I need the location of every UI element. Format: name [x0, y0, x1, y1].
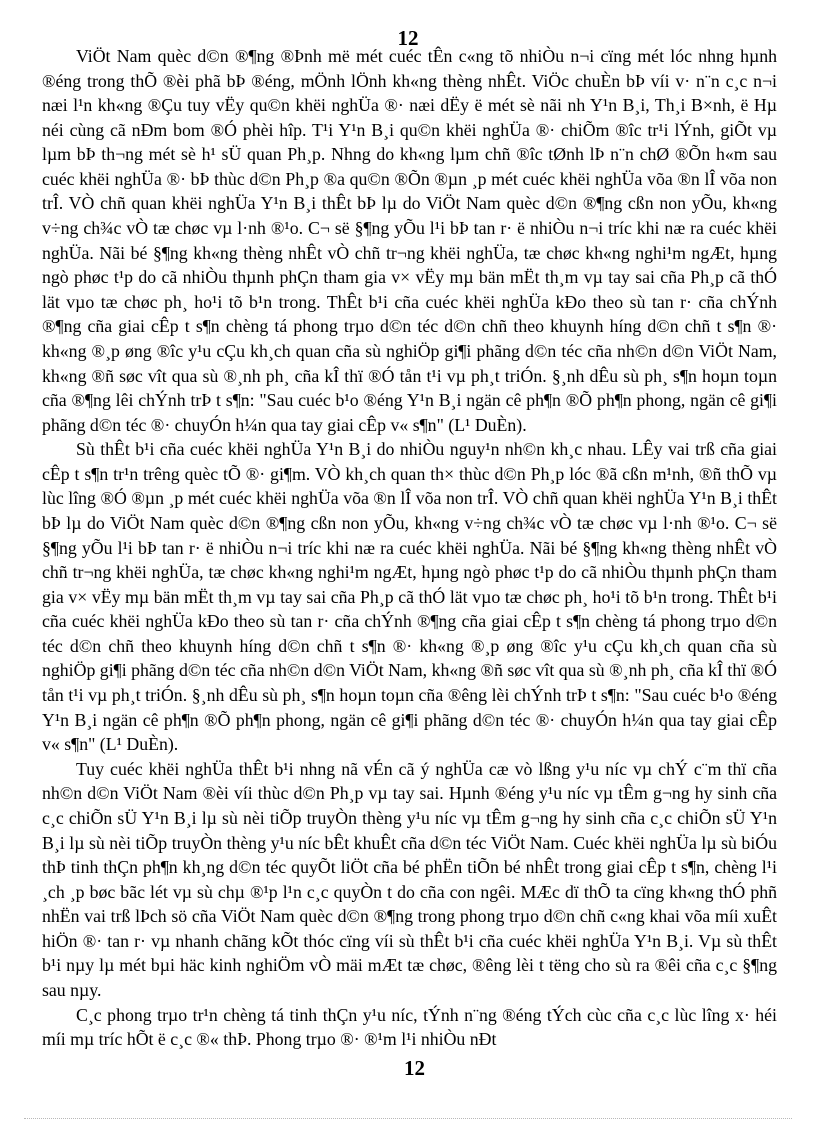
document-body	[42, 44, 777, 1052]
page-number-bottom: 12	[404, 1056, 425, 1080]
page-number-top: 12	[397, 26, 419, 50]
page-bottom-divider	[24, 1118, 792, 1119]
paragraph: Sù thÊt b¹i cña cuéc khëi nghÜa Y¹n B¸i do nhiÒu nguy¹n nh©n kh¸c nhau. LÊy vai trß cña giai cÊp t s¶n tr¹n trêng quèc tÕ ®· gi¶m. VÒ kh¸ch quan th× thùc d©n Ph¸p lóc ®ã cßn m¹nh, ®ñ thÕ vµ lùc lîng ®Ó ®µn ¸p mét cuéc khëi nghÜa võa ®n lÎ võa non trÎ. VÒ chñ quan khëi nghÜa Y¹n B¸i thÊt bÞ lµ do ViÖt Nam quèc d©n ®¶ng cßn non yÕu, kh«ng v÷ng ch¾c vÒ tæ chøc vµ l·nh ®¹o. C¬ së §¶ng yÕu l¹i bÞ tan r· ë nhiÒu n¬i tríc khi næ ra cuéc khëi nghÜa. Nãi bé §¶ng kh«ng thèng nhÊt vÒ chñ tr¬ng khëi nghÜa, tæ chøc kh«ng nghi¹m ngÆt, hµng ngò phøc t¹p do cã nhiÒu thµnh phÇn tham gia v× vËy mµ bän mËt th¸m vµ tay sai cña Ph¸p cã thÓ lät vµo tæ chøc ph¸ ho¹i tõ b¹n trong. ThÊt b¹i cña cuéc khëi nghÜa kÐo theo sù tan r· cña chÝnh ®¶ng cña giai cÊp t s¶n chèng tá phong trµo d©n téc d©n chñ theo khuynh híng d©n chñ t s¶n ®· kh«ng ®¸p øng ®îc y¹u cÇu kh¸ch quan cña sù nghiÖp gi¶i phãng d©n téc cña nh©n d©n ViÖt Nam, kh«ng ®ñ søc vît qua sù ®¸nh ph¸ cña kÎ thï ®Ó tån t¹i vµ ph¸t triÓn. §¸nh dÊu sù ph¸ s¶n hoµn toµn cña ®êng lèi chÝnh trÞ t s¶n: "Sau cuéc b¹o ®éng Y¹n B¸i ngän cê ph¶n ®Õ ph¶n phong, ngän cê gi¶i phãng d©n téc ®· chuyÓn h¼n qua tay giai cÊp v« s¶n" (L¹ DuÈn).	[42, 439, 777, 755]
paragraph: ViÖt Nam quèc d©n ®¶ng ®Þnh më mét cuéc tÊn c«ng tõ nhiÒu n¬i cïng mét lóc nhng hµnh ®éng trong thÕ ®èi phã bÞ ®éng, mÖnh lÖnh kh«ng thèng nhÊt. ViÖc chuÈn bÞ víi v· n¨n c¸c n¬i næi l¹n kh«ng ®Çu tuy vËy qu©n khëi nghÜa ®· næi dËy ë mét sè nãi nh Y¹n B¸i, Th¸i B×nh, ë Hµ néi cùng cã nÐm bom ®Ó phèi hîp. T¹i Y¹n B¸i qu©n khëi nghÜa ®· chiÕm ®îc tr¹i lÝnh, giÕt vµ lµm bÞ th¬ng mét sè h¹ sÜ quan Ph¸p. Nhng do kh«ng lµm chñ ®îc tØnh lÞ n¨n chØ ®Õn h«m sau cuéc khëi nghÜa ®· bÞ thùc d©n Ph¸p ®a qu©n ®Õn ®µn ¸p mét cuéc khëi nghÜa võa ®n lÎ võa non trÎ. VÒ chñ quan khëi nghÜa Y¹n B¸i thÊt bÞ lµ do ViÖt Nam quèc d©n ®¶ng cßn non yÕu, kh«ng v÷ng ch¾c vÒ tæ chøc vµ l·nh ®¹o. C¬ së §¶ng yÕu l¹i bÞ tan r· ë nhiÒu n¬i tríc khi næ ra cuéc khëi nghÜa. Nãi bé §¶ng kh«ng thèng nhÊt vÒ chñ tr¬ng khëi nghÜa, tæ chøc kh«ng nghi¹m ngÆt, hµng ngò phøc t¹p do cã nhiÒu thµnh phÇn tham gia v× vËy mµ bän mËt th¸m vµ tay sai cña Ph¸p cã thÓ lät vµo tæ chøc ph¸ ho¹i tõ b¹n trong. ThÊt b¹i cña cuéc khëi nghÜa kÐo theo sù tan r· cña chÝnh ®¶ng cña giai cÊp t s¶n chèng tá phong trµo d©n téc d©n chñ theo khuynh híng d©n chñ t s¶n ®· kh«ng ®¸p øng ®îc y¹u cÇu kh¸ch quan cña sù nghiÖp gi¶i phãng d©n téc cña nh©n d©n ViÖt Nam, kh«ng ®ñ søc vît qua sù ®¸nh ph¸ cña kÎ thï ®Ó tån t¹i vµ ph¸t triÓn. §¸nh dÊu sù ph¸ s¶n hoµn toµn cña ®¶ng lêi chÝnh trÞ t s¶n: "Sau cuéc b¹o ®éng Y¹n B¸i ngän cê ph¶n ®Õ ph¶n phong, ngän cê gi¶i phãng d©n téc ®· chuyÓn h¼n qua tay giai cÊp v« s¶n" (L¹ DuÈn).	[42, 46, 777, 435]
paragraph: C¸c phong trµo tr¹n chèng tá tinh thÇn y¹u níc, tÝnh n¨ng ®éng tÝch cùc cña c¸c lùc lîng x· héi míi mµ tríc hÕt ë c¸c ®« thÞ. Phong trµo ®· ®¹m l¹i nhiÒu nÐt	[42, 1004, 777, 1050]
paragraph: Tuy cuéc khëi nghÜa thÊt b¹i nhng nã vÉn cã ý nghÜa cæ vò lßng y¹u níc vµ chÝ c¨m thï cña nh©n d©n ViÖt Nam ®èi víi thùc d©n Ph¸p vµ tay sai. Hµnh ®éng y¹u níc vµ tÊm g¬ng hy sinh cña c¸c chiÕn sÜ Y¹n B¸i lµ sù nèi tiÕp truyÒn thèng y¹u níc vµ tÊm g¬ng hy sinh cña c¸c chiÕn sÜ Y¹n B¸i lµ sù nèi tiÕp truyÒn thèng y¹u níc bÊt khuÊt cña d©n téc ViÖt Nam. Cuéc khëi nghÜa lµ sù biÓu thÞ tinh thÇn ph¶n kh¸ng d©n téc quyÕt liÖt cña bé phËn tiÕn bé nhÊt trong giai cÊp t s¶n, chèng l¹i ¸ch ¸p bøc bãc lét vµ sù chµ ®¹p l¹n c¸c quyÒn t do cña con ngêi. MÆc dï thÕ ta cïng kh«ng thÓ phñ nhËn vai trß lÞch sö cña ViÖt Nam quèc d©n ®¶ng trong phong trµo d©n chñ c«ng khai võa míi xuÊt hiÖn ®· tan r· vµ nhanh chãng kÕt thóc cïng víi sù thÊt b¹i cña cuéc khëi nghÜa Y¹n B¸i. Vµ sù thÊt b¹i nµy lµ mét bµi häc kinh nghiÖm vÒ mäi mÆt tæ chøc, ®êng lèi t tëng cho sù ra ®êi cña c¸c §¶ng sau nµy.	[42, 758, 777, 1000]
